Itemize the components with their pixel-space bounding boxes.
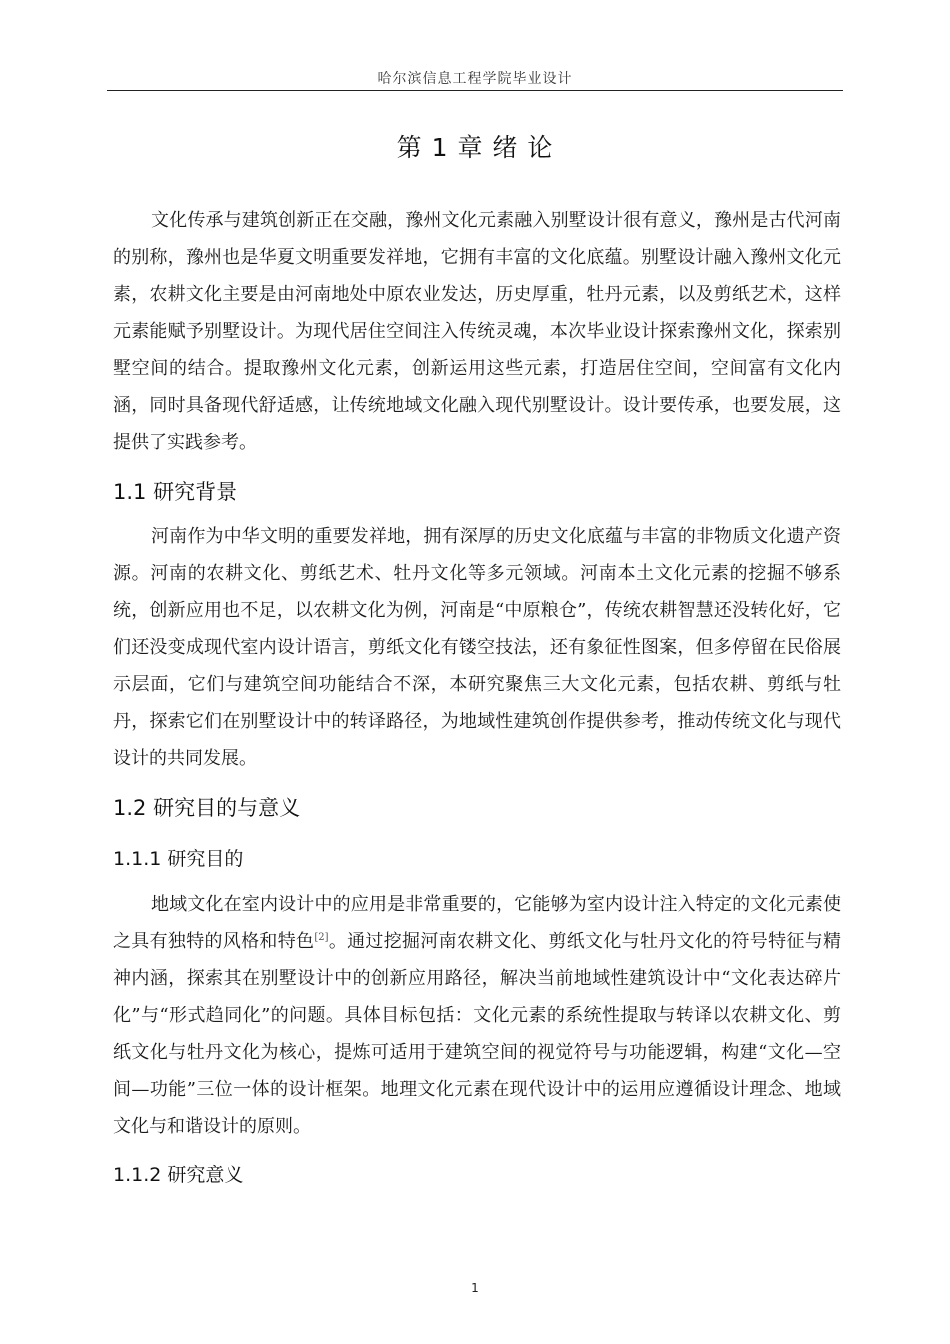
intro-paragraph: 文化传承与建筑创新正在交融，豫州文化元素融入别墅设计很有意义，豫州是古代河南的别称，豫州也是华夏文明重要发祥地，它拥有丰富的文化底蕴。别墅设计融入豫州文化元素，农耕文化主要是由河南地处中原农业发达，历史厚重，牡丹元素，以及剪纸艺术，这样元素能赋予别墅设计。为现代居住空间注入传统灵魂，本次毕业设计探索豫州文化，探索别墅空间的结合。提取豫州文化元素，创新运用这些元素，打造居住空间，空间富有文化内涵，同时具备现代舒适感，让传统地域文化融入现代别墅设计。设计要传承，也要发展，这提供了实践参考。 xyxy=(113,210,841,453)
purpose-text-part-2: 。通过挖掘河南农耕文化、剪纸文化与牡丹文化的符号特征与精神内涵，探索其在别墅设计中的创新应用路径，解决当前地域性建筑设计中“文化表达碎片化”与“形式趋同化”的问题。具体目标包括：文化元素的系统性提取与转译以农耕文化、剪纸文化与牡丹文化为核心，提炼可适用于建筑空间的视觉符号与功能逻辑，构建“文化—空间—功能”三位一体的设计框架。地理文化元素在现代设计中的运用应遵循设计理念、地域文化与和谐设计的原则。 xyxy=(113,931,842,1137)
purpose-paragraph xyxy=(113,886,841,1145)
header-divider xyxy=(107,90,843,91)
section-heading-1-2: 1.2 研究目的与意义 xyxy=(113,796,301,820)
background-paragraph: 河南作为中华文明的重要发祥地，拥有深厚的历史文化底蕴与丰富的非物质文化遗产资源。河南的农耕文化、剪纸艺术、牡丹文化等多元领域。河南本土文化元素的挖掘不够系统，创新应用也不足，以农耕文化为例，河南是“中原粮仓”，传统农耕智慧还没转化好，它们还没变成现代室内设计语言，剪纸文化有镂空技法，还有象征性图案，但多停留在民俗展示层面，它们与建筑空间功能结合不深，本研究聚焦三大文化元素，包括农耕、剪纸与牡丹，探索它们在别墅设计中的转译路径，为地域性建筑创作提供参考，推动传统文化与现代设计的共同发展。 xyxy=(113,526,841,769)
running-header: 哈尔滨信息工程学院毕业设计 xyxy=(377,71,573,87)
chapter-title: 第 1 章 绪 论 xyxy=(396,133,554,162)
section-heading-1-1: 1.1 研究背景 xyxy=(113,480,238,504)
subsection-heading-1-1-1: 1.1.1 研究目的 xyxy=(113,848,244,870)
purpose-text-part-1: 地域文化在室内设计中的应用是非常重要的，它能够为室内设计注入特定的文化元素使之具有独特的风格和特色 xyxy=(113,894,841,952)
page-number: 1 xyxy=(471,1281,479,1295)
subsection-heading-1-1-2: 1.1.2 研究意义 xyxy=(113,1164,244,1186)
citation-marker: [2] xyxy=(314,932,329,943)
